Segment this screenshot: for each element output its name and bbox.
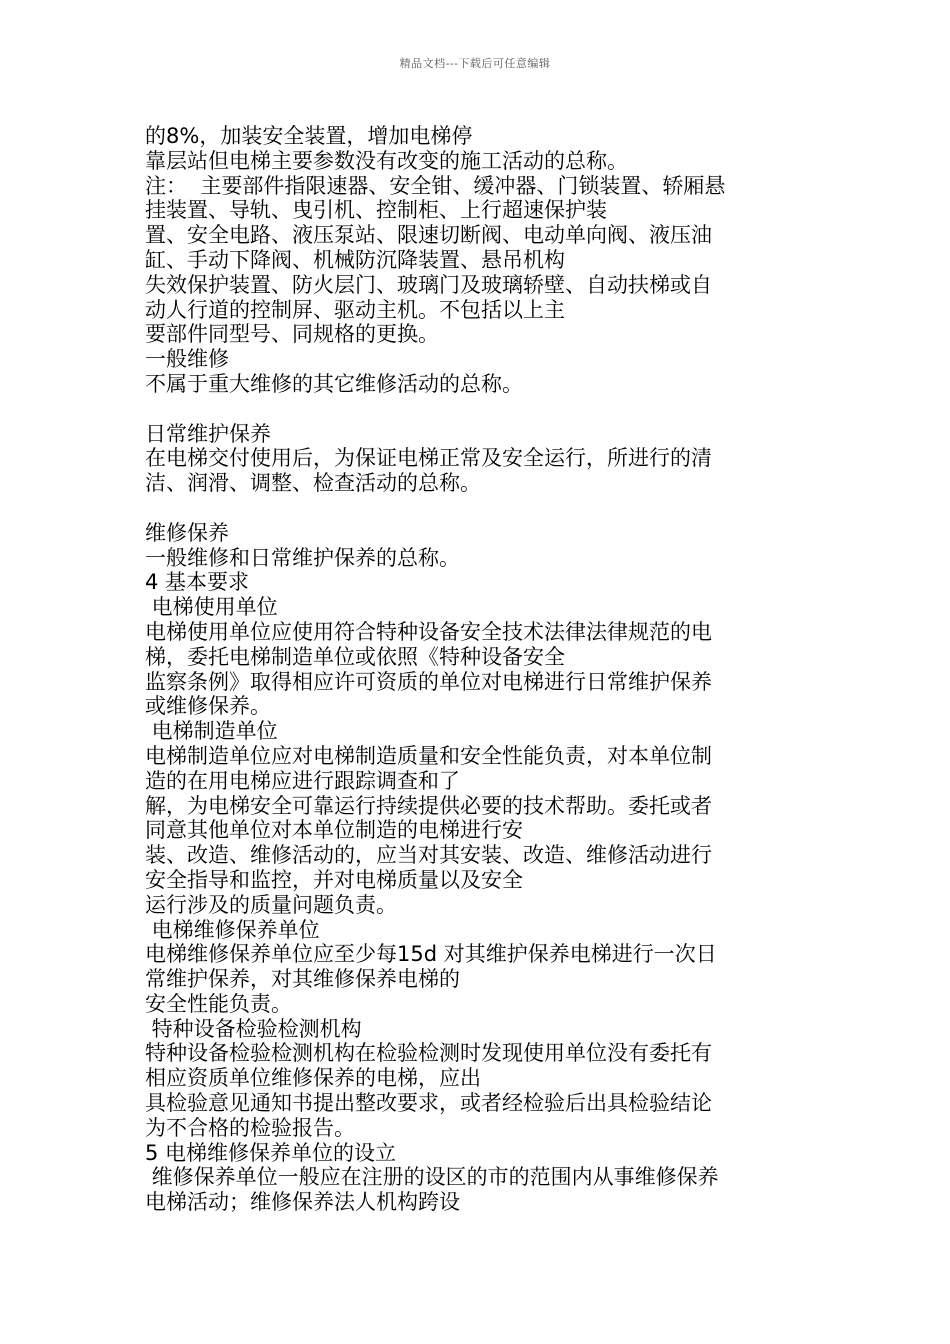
term-heading: 日常维护保养: [145, 421, 271, 446]
term-heading: 维修保养: [145, 520, 229, 545]
text-line: 安全性能负责。: [145, 991, 292, 1016]
section-heading: 5 电梯维修保养单位的设立: [145, 1140, 397, 1165]
text-line: 同意其他单位对本单位制造的电梯进行安: [145, 818, 523, 843]
text-line: 安全指导和监控，并对电梯质量以及安全: [145, 867, 523, 892]
text-line: 动人行道的控制屏、驱动主机。不包括以上主: [145, 297, 565, 322]
text-line: 电梯制造单位应对电梯制造质量和安全性能负责，对本单位制: [145, 743, 712, 768]
text-line: 在电梯交付使用后，为保证电梯正常及安全运行，所进行的清: [145, 446, 712, 471]
text-line: 维修保养单位一般应在注册的设区的市的范围内从事维修保养: [145, 1165, 719, 1190]
page-header: 精品文档---下载后可任意编辑: [399, 57, 551, 70]
text-line: 电梯维修保养单位应至少每15d 对其维护保养电梯进行一次日: [145, 942, 717, 967]
document-body: [145, 124, 805, 1215]
text-line: 电梯活动；维修保养法人机构跨设: [145, 1190, 460, 1215]
text-line: 一般维修和日常维护保养的总称。: [145, 545, 460, 570]
text-line: 或维修保养。: [145, 694, 271, 719]
text-line: 挂装置、导轨、曳引机、控制柜、上行超速保护装: [145, 198, 607, 223]
text-line: 运行涉及的质量问题负责。: [145, 892, 397, 917]
blank-line: [145, 397, 805, 422]
text-line: 要部件同型号、同规格的更换。: [145, 322, 439, 347]
subsection-heading: 电梯使用单位: [145, 595, 278, 620]
text-line: 为不合格的检验报告。: [145, 1115, 355, 1140]
text-line: 缸、手动下降阀、机械防沉降装置、悬吊机构: [145, 247, 565, 272]
text-line: 解，为电梯安全可靠运行持续提供必要的技术帮助。委托或者: [145, 793, 712, 818]
text-line: 相应资质单位维修保养的电梯，应出: [145, 1066, 481, 1091]
text-line: 失效保护装置、防火层门、玻璃门及玻璃轿壁、自动扶梯或自: [145, 272, 712, 297]
subsection-heading: 电梯制造单位: [145, 719, 278, 744]
text-line: 靠层站但电梯主要参数没有改变的施工活动的总称。: [145, 148, 628, 173]
text-line: 洁、润滑、调整、检查活动的总称。: [145, 471, 481, 496]
text-line: 不属于重大维修的其它维修活动的总称。: [145, 371, 523, 396]
term-heading: 一般维修: [145, 347, 229, 372]
text-line: 装、改造、维修活动的，应当对其安装、改造、维修活动进行: [145, 843, 712, 868]
text-line: 置、安全电路、液压泵站、限速切断阀、电动单向阀、液压油: [145, 223, 712, 248]
subsection-heading: 特种设备检验检测机构: [145, 1016, 362, 1041]
text-line: 梯，委托电梯制造单位或依照《特种设备安全: [145, 644, 565, 669]
blank-line: [145, 496, 805, 521]
subsection-heading: 电梯维修保养单位: [145, 917, 320, 942]
section-heading: 4 基本要求: [145, 570, 250, 595]
text-line: 造的在用电梯应进行跟踪调查和了: [145, 768, 460, 793]
text-line: 的8%，加装安全装置，增加电梯停: [145, 124, 473, 148]
text-line: 特种设备检验检测机构在检验检测时发现使用单位没有委托有: [145, 1041, 712, 1066]
text-line: 具检验意见通知书提出整改要求，或者经检验后出具检验结论: [145, 1091, 712, 1116]
text-line: 电梯使用单位应使用符合特种设备安全技术法律法律规范的电: [145, 619, 712, 644]
text-line: 监察条例》取得相应许可资质的单位对电梯进行日常维护保养: [145, 669, 712, 694]
text-line: 常维护保养，对其维修保养电梯的: [145, 967, 460, 992]
note-line: 注： 主要部件指限速器、安全钳、缓冲器、门锁装置、轿厢悬: [145, 173, 726, 198]
